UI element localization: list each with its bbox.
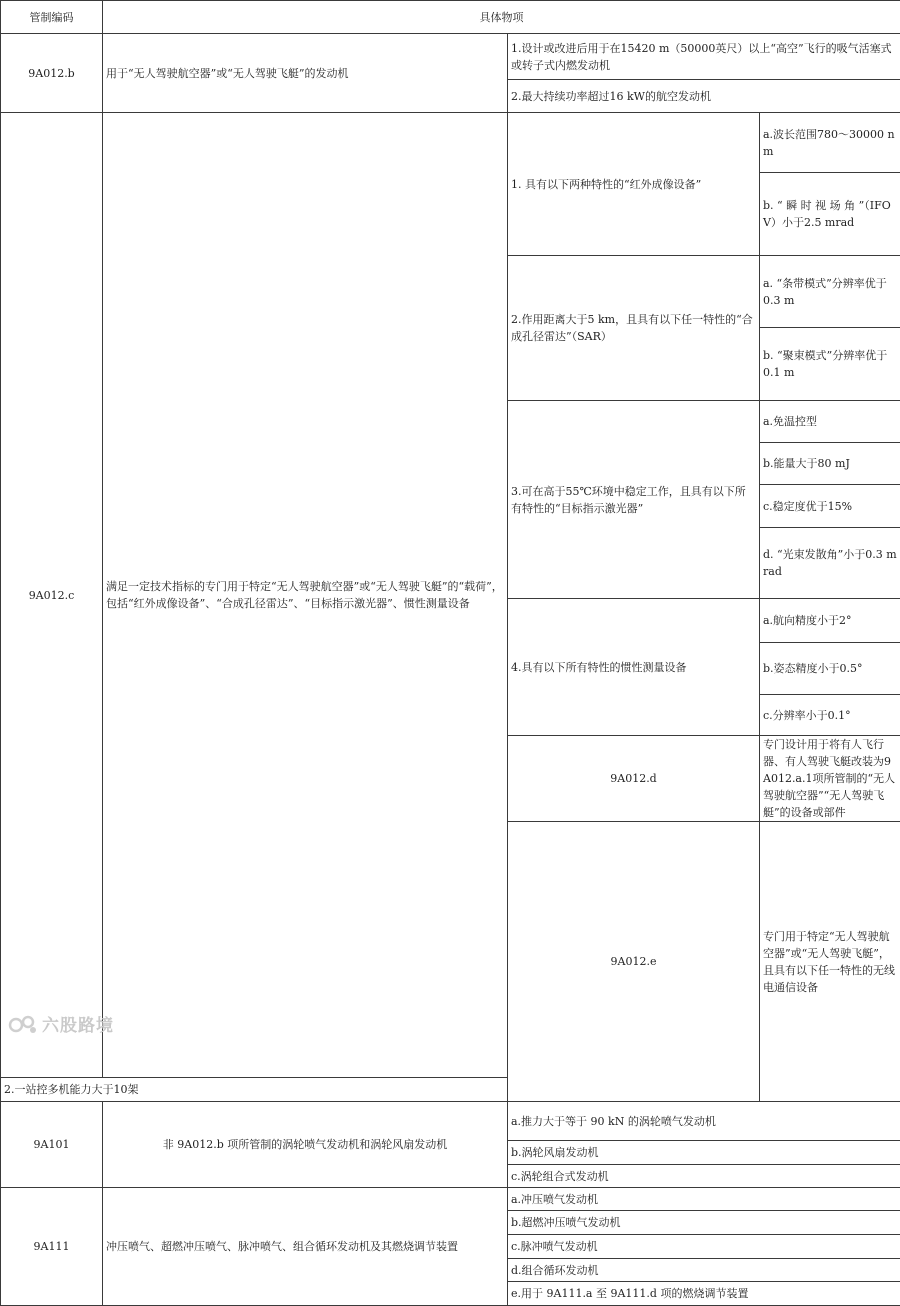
- table-row: [1, 34, 900, 80]
- sub-item-cell: c.稳定度优于15%: [760, 485, 900, 528]
- control-code: 9A012.d: [508, 736, 760, 822]
- item-cell: d.组合循环发动机: [508, 1259, 900, 1282]
- sub-item-cell: a.免温控型: [760, 401, 900, 443]
- header-items: 具体物项: [103, 1, 900, 34]
- control-code: 9A012.c: [1, 113, 103, 1078]
- header-code: 管制编码: [1, 1, 103, 34]
- item-cell: e.用于 9A111.a 至 9A111.d 项的燃烧调节装置: [508, 1282, 900, 1306]
- table-row: [1, 1188, 900, 1211]
- sub-item-cell: a.航向精度小于2°: [760, 599, 900, 643]
- item-cell: a.冲压喷气发动机: [508, 1188, 900, 1211]
- row-description: 冲压喷气、超燃冲压喷气、脉冲喷气、组合循环发动机及其燃烧调节装置: [103, 1188, 508, 1306]
- row-description: 满足一定技术指标的专门用于特定“无人驾驶航空器”或“无人驾驶飞艇”的“载荷”，包括“红外成像设备”、“合成孔径雷达”、“目标指示激光器”、惯性测量设备: [103, 113, 508, 1078]
- control-code: 9A012.e: [508, 822, 760, 1102]
- row-description: 非 9A012.b 项所管制的涡轮喷气发动机和涡轮风扇发动机: [103, 1102, 508, 1188]
- item-cell: a.推力大于等于 90 kN 的涡轮喷气发动机: [508, 1102, 900, 1141]
- sub-item-cell: a. “条带模式”分辨率优于0.3 m: [760, 256, 900, 328]
- sub-item-cell: b.姿态精度小于0.5°: [760, 643, 900, 695]
- row-description: 专门用于特定“无人驾驶航空器”或“无人驾驶飞艇”，且具有以下任一特性的无线电通信设备: [760, 822, 900, 1102]
- header-row: [1, 1, 900, 34]
- watermark-text: 六股路境: [42, 1011, 114, 1036]
- group-label: 3.可在高于55℃环境中稳定工作，且具有以下所有特性的“目标指示激光器”: [508, 401, 760, 599]
- item-cell: b.超燃冲压喷气发动机: [508, 1211, 900, 1235]
- item-cell: 2.一站控多机能力大于10架: [1, 1078, 508, 1102]
- row-description: 用于“无人驾驶航空器”或“无人驾驶飞艇”的发动机: [103, 34, 508, 113]
- item-cell: c.涡轮组合式发动机: [508, 1165, 900, 1188]
- sub-item-cell: b. “聚束模式”分辨率优于0.1 m: [760, 328, 900, 401]
- table-row: [1, 113, 900, 173]
- sub-item-cell: d. “光束发散角”小于0.3 mrad: [760, 528, 900, 599]
- control-code: 9A111: [1, 1188, 103, 1306]
- item-cell: 1.设计或改进后用于在15420 m（50000英尺）以上“高空”飞行的吸气活塞式或转子式内燃发动机: [508, 34, 900, 80]
- group-label: 4.具有以下所有特性的惯性测量设备: [508, 599, 760, 736]
- group-label: 2.作用距离大于5 km，且具有以下任一特性的“合成孔径雷达”（SAR）: [508, 256, 760, 401]
- sub-item-cell: a.波长范围780～30000 nm: [760, 113, 900, 173]
- control-code: 9A101: [1, 1102, 103, 1188]
- item-cell: c.脉冲喷气发动机: [508, 1235, 900, 1259]
- control-code: 9A012.b: [1, 34, 103, 113]
- table-row: [1, 1102, 900, 1141]
- group-label: 1. 具有以下两种特性的“红外成像设备”: [508, 113, 760, 256]
- sub-item-cell: b.能量大于80 mJ: [760, 443, 900, 485]
- item-cell: 2.最大持续功率超过16 kW的航空发动机: [508, 80, 900, 113]
- row-description: 专门设计用于将有人飞行器、有人驾驶飞艇改装为9A012.a.1项所管制的“无人驾驶航空器”“无人驾驶飞艇”的设备或部件: [760, 736, 900, 822]
- sub-item-cell: c.分辨率小于0.1°: [760, 695, 900, 736]
- item-cell: b.涡轮风扇发动机: [508, 1141, 900, 1165]
- sub-item-cell: b. “ 瞬 时 视 场 角 ”（IFOV）小于2.5 mrad: [760, 173, 900, 256]
